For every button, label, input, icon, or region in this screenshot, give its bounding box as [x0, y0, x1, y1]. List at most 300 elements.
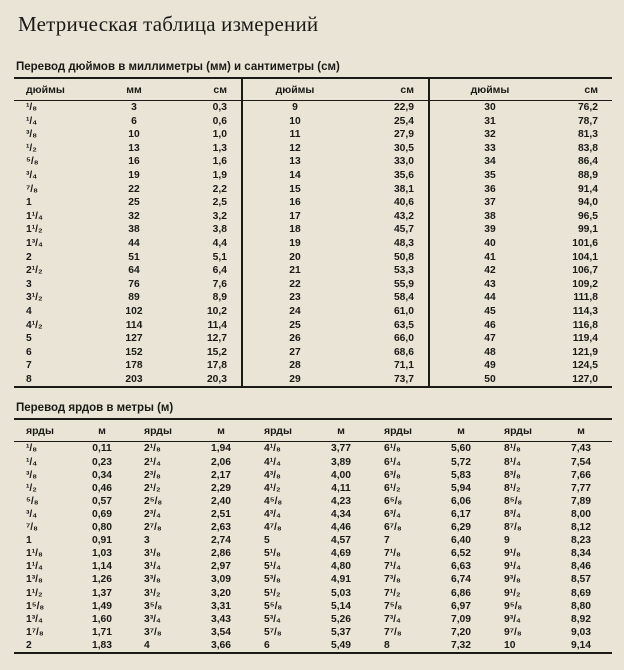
table-cell: 81,3 — [577, 129, 598, 141]
table-cell: 3¹/₂ — [144, 587, 161, 599]
table-cell: 22 — [128, 183, 140, 195]
table-cell: 6,86 — [450, 587, 472, 599]
table-cell: 5³/₈ — [264, 574, 281, 586]
table-cell: ¹/₂ — [26, 482, 37, 494]
table-cell: 8¹/₄ — [504, 456, 521, 468]
table-cell: 9¹/₈ — [504, 548, 521, 560]
table-cell: 10 — [128, 129, 140, 141]
table-cell: 2¹/₂ — [144, 482, 161, 494]
column-header: ярды — [14, 419, 72, 442]
table-cell: 1,94 — [210, 443, 232, 455]
table-cell: 4,11 — [331, 482, 351, 494]
table-row — [14, 305, 612, 319]
table-cell: ¹/₈ — [26, 102, 38, 113]
table-row — [14, 482, 612, 495]
table-row — [14, 495, 612, 508]
table-cell: 0,34 — [91, 469, 113, 481]
table-cell: 7,09 — [450, 613, 472, 625]
table-cell: ¹/₄ — [26, 115, 38, 127]
table-cell: 5¹/₈ — [264, 548, 281, 560]
table-cell: 7,89 — [570, 495, 592, 507]
table-cell: ⁵/₈ — [26, 156, 39, 168]
table-row — [14, 373, 612, 388]
table-cell: 6⁵/₈ — [384, 495, 403, 507]
table-cell: 33,0 — [393, 156, 414, 168]
table-cell: 1,49 — [91, 600, 113, 612]
table-cell: 8³/₄ — [504, 508, 521, 520]
table-cell: 4,69 — [330, 548, 352, 560]
column-header: м — [310, 419, 372, 442]
table-cell: 104,1 — [572, 251, 598, 263]
table-cell: 0,6 — [212, 115, 227, 127]
table-cell: 6³/₈ — [384, 469, 401, 481]
table-cell: 0,69 — [91, 508, 113, 520]
table-cell: 9 — [504, 535, 510, 547]
table-cell: 19 — [242, 237, 347, 251]
table-row — [14, 600, 612, 613]
table-cell: 4,46 — [330, 522, 352, 534]
table-row — [14, 115, 612, 129]
table-cell: 3,31 — [210, 600, 232, 612]
table-cell: 53,3 — [393, 265, 414, 277]
table-cell: 45,7 — [393, 224, 414, 236]
table-cell: 6¹/₄ — [384, 456, 401, 468]
table-cell: 7⁵/₈ — [384, 600, 403, 612]
column-header: ярды — [252, 419, 310, 442]
table-cell: 3,89 — [330, 456, 352, 468]
table-cell: 7¹/₈ — [384, 548, 401, 560]
table-cell: 8,12 — [570, 522, 592, 534]
table-cell: 8,92 — [570, 613, 592, 625]
table-cell: 0,57 — [91, 495, 113, 507]
table-cell: 3,66 — [190, 639, 252, 653]
table-cell: 0,91 — [91, 535, 113, 547]
table-cell: 35 — [429, 169, 550, 183]
table-cell: 76,2 — [577, 102, 598, 113]
table-cell: 3,77 — [330, 443, 352, 455]
table-cell: 4,4 — [212, 237, 227, 249]
table-cell: 5,37 — [330, 626, 352, 638]
table-cell: 58,4 — [393, 292, 414, 304]
table-cell: 8¹/₈ — [504, 443, 521, 455]
table-cell: 4³/₄ — [264, 508, 281, 520]
table-cell: 1⁷/₈ — [26, 626, 44, 638]
column-header: дюймы — [429, 78, 550, 101]
table-cell: 114,3 — [572, 305, 598, 317]
table-cell: 8,23 — [570, 535, 592, 547]
table-cell: ⁷/₈ — [26, 183, 38, 195]
table-cell: 8,57 — [570, 574, 592, 586]
column-header: ярды — [372, 419, 430, 442]
table-cell: 4,34 — [330, 508, 352, 520]
table-row — [14, 508, 612, 521]
table-cell: 127,0 — [550, 373, 612, 388]
table-cell: 44 — [429, 291, 550, 305]
table-row — [14, 101, 612, 115]
table-cell: 11,4 — [207, 319, 227, 331]
table-cell: 6 — [131, 115, 137, 127]
table-cell: 2,2 — [212, 183, 227, 195]
table-cell: 5,14 — [330, 600, 352, 612]
table-cell: 6,17 — [450, 508, 472, 520]
table-cell: 1³/₄ — [26, 237, 43, 249]
table-cell: 40 — [429, 237, 550, 251]
table-cell: ³/₄ — [26, 508, 38, 520]
table-cell: 96,5 — [577, 210, 598, 222]
table-cell: 4,91 — [330, 574, 352, 586]
table-cell: 4,23 — [330, 495, 352, 507]
table-cell: 8,46 — [570, 561, 592, 573]
table-cell: 8,9 — [212, 292, 227, 304]
table-cell: 109,2 — [572, 278, 598, 290]
table-cell: 4,80 — [330, 561, 352, 573]
table-row — [14, 223, 612, 237]
table-cell: 50 — [429, 373, 550, 388]
table-cell: 9,03 — [570, 626, 592, 638]
table-cell: 1,03 — [91, 548, 113, 560]
table-cell: 2¹/₈ — [144, 443, 161, 455]
table-cell: 38 — [429, 210, 550, 224]
table-cell: 9 — [242, 101, 347, 115]
table-cell: 38,1 — [393, 183, 414, 195]
table-cell: 17,8 — [206, 360, 227, 372]
table-cell: 7¹/₂ — [384, 587, 401, 599]
table-cell: 1³/₈ — [26, 574, 43, 586]
table-row — [14, 128, 612, 142]
table-row — [14, 155, 612, 169]
table-cell: 2,74 — [210, 535, 232, 547]
table-cell: 3 — [131, 102, 137, 113]
table-cell: 10 — [242, 115, 347, 129]
table-cell: 6,4 — [212, 265, 227, 277]
table-cell: 32 — [128, 210, 140, 222]
table-cell: 71,1 — [393, 360, 414, 372]
table-cell: 1⁵/₈ — [26, 600, 45, 612]
table-cell: ³/₈ — [26, 469, 38, 481]
table-row — [14, 183, 612, 197]
table-cell: 7,32 — [430, 639, 492, 653]
table-cell: 73,7 — [347, 373, 429, 388]
table-cell: ¹/₈ — [26, 443, 38, 455]
table-row — [14, 456, 612, 469]
column-header: м — [550, 419, 612, 442]
table-cell: 8 — [372, 639, 430, 653]
column-header: мм — [104, 78, 164, 101]
table-cell: 9¹/₄ — [504, 561, 521, 573]
table-cell: 0,11 — [92, 443, 112, 455]
table-cell: 49 — [429, 359, 550, 373]
table-cell: 12 — [242, 142, 347, 156]
table-cell: 1¹/₈ — [26, 548, 43, 560]
table-cell: 42 — [429, 264, 550, 278]
table-cell: 3,20 — [210, 587, 232, 599]
table-cell: 4¹/₈ — [264, 443, 281, 455]
table-row — [14, 251, 612, 265]
table-cell: 4³/₈ — [264, 469, 281, 481]
table-cell: 88,9 — [577, 169, 598, 181]
table-cell: 1,60 — [91, 613, 113, 625]
table-cell: 9⁵/₈ — [504, 600, 523, 612]
table-cell: ⁷/₈ — [26, 522, 38, 534]
column-header: см — [550, 78, 612, 101]
table-cell: 6 — [252, 639, 310, 653]
table-cell: 18 — [242, 223, 347, 237]
table-cell: 83,8 — [577, 142, 598, 154]
table-cell: 2³/₄ — [144, 508, 161, 520]
table-cell: 2⁷/₈ — [144, 522, 162, 534]
table-cell: 37 — [429, 196, 550, 210]
table-cell: 7,77 — [570, 482, 592, 494]
table-cell: 1³/₄ — [26, 613, 43, 625]
table-cell: 50,8 — [393, 251, 414, 263]
table-cell: 0,80 — [91, 522, 113, 534]
table-cell: 27 — [242, 346, 347, 360]
table-cell: 1¹/₂ — [26, 224, 43, 236]
table-cell: 2¹/₄ — [144, 456, 161, 468]
table-cell: 4¹/₂ — [26, 319, 43, 331]
table-cell: 99,1 — [577, 224, 598, 236]
table-row — [14, 169, 612, 183]
table-cell: 2³/₈ — [144, 469, 161, 481]
table-cell: 1,9 — [212, 169, 227, 181]
table-cell: 10 — [492, 639, 550, 653]
table-cell: 1¹/₂ — [26, 587, 43, 599]
table-cell: 46 — [429, 319, 550, 333]
table-cell: 3¹/₂ — [26, 292, 43, 304]
table-cell: 5¹/₂ — [264, 587, 281, 599]
table-row — [14, 573, 612, 586]
table-row — [14, 626, 612, 639]
table-cell: 1¹/₄ — [26, 210, 43, 222]
table-cell: 11 — [242, 128, 347, 142]
column-header: см — [347, 78, 429, 101]
table-cell: 48,3 — [393, 237, 414, 249]
table-cell: 102 — [125, 305, 143, 317]
table-cell: 7 — [26, 360, 32, 372]
table-row — [14, 346, 612, 360]
column-header: дюймы — [14, 78, 104, 101]
table-cell: 8,34 — [570, 548, 592, 560]
table-cell: 25 — [242, 319, 347, 333]
table-row — [14, 319, 612, 333]
yards-table-heading: Перевод ярдов в метры (м) — [16, 402, 174, 415]
table-cell: 43 — [429, 278, 550, 292]
table-cell: 6,97 — [450, 600, 472, 612]
table-cell: 3³/₈ — [144, 574, 161, 586]
table-cell: 6,40 — [450, 535, 472, 547]
table-row — [14, 196, 612, 210]
table-cell: 48 — [429, 346, 550, 360]
table-cell: 5⁵/₈ — [264, 600, 283, 612]
table-cell: 21 — [242, 264, 347, 278]
table-cell: 30 — [429, 101, 550, 115]
table-cell: 10,2 — [206, 305, 227, 317]
table-cell: 3,2 — [212, 210, 227, 222]
table-cell: 38 — [128, 224, 140, 236]
table-cell: 6 — [26, 346, 32, 358]
table-cell: 2,06 — [210, 456, 232, 468]
table-cell: 9³/₈ — [504, 574, 521, 586]
table-cell: 8¹/₂ — [504, 482, 521, 494]
table-cell: 1,3 — [212, 142, 227, 154]
table-cell: 28 — [242, 359, 347, 373]
table-row — [14, 332, 612, 346]
column-header: см — [164, 78, 242, 101]
table-cell: 0,46 — [91, 482, 113, 494]
table-cell: 3¹/₄ — [144, 561, 161, 573]
table-cell: 25,4 — [393, 115, 414, 127]
table-cell: 3⁵/₈ — [144, 600, 163, 612]
table-cell: 16 — [242, 196, 347, 210]
table-cell: 35,6 — [393, 169, 414, 181]
table-cell: 3,54 — [210, 626, 232, 638]
table-cell: 23 — [242, 291, 347, 305]
yards-conversion-table — [14, 418, 612, 654]
table-cell: ¹/₂ — [26, 142, 37, 154]
table-cell: 40,6 — [393, 197, 414, 209]
table-cell: 203 — [104, 373, 164, 388]
table-cell: 20,3 — [164, 373, 242, 388]
table-cell: 68,6 — [393, 346, 414, 358]
table-row — [14, 142, 612, 156]
table-cell: 26 — [242, 332, 347, 346]
table-cell: 2,86 — [210, 548, 232, 560]
table-cell: 36 — [429, 183, 550, 197]
table-cell: 19 — [128, 169, 140, 181]
table-cell: 5,26 — [330, 613, 352, 625]
table-cell: 3,09 — [210, 574, 232, 586]
table-cell: 55,9 — [393, 278, 414, 290]
table-cell: 1,6 — [212, 156, 227, 168]
table-cell: 2 — [14, 639, 72, 653]
table-row — [14, 291, 612, 305]
table-cell: 5 — [264, 535, 270, 547]
table-cell: 4⁵/₈ — [264, 495, 283, 507]
table-row — [14, 278, 612, 292]
table-cell: 44 — [128, 237, 140, 249]
table-row — [14, 210, 612, 224]
table-cell: 12,7 — [206, 333, 227, 345]
table-cell: 1,0 — [212, 129, 227, 141]
table-cell: 101,6 — [572, 237, 598, 249]
table-cell: 63,5 — [393, 319, 414, 331]
table-cell: 119,4 — [572, 333, 598, 345]
table-cell: 6¹/₂ — [384, 482, 401, 494]
table-cell: 17 — [242, 210, 347, 224]
table-cell: 94,0 — [577, 197, 598, 209]
table-cell: 0,23 — [91, 456, 113, 468]
table-cell: 86,4 — [577, 156, 598, 168]
table-cell: 124,5 — [572, 360, 598, 372]
table-cell: 5³/₄ — [264, 613, 281, 625]
table-cell: 43,2 — [393, 210, 414, 222]
table-cell: 1,37 — [91, 587, 113, 599]
table-cell: 7³/₄ — [384, 613, 401, 625]
table-cell: 13 — [128, 142, 140, 154]
table-cell: 5,1 — [212, 251, 227, 263]
column-header: дюймы — [242, 78, 347, 101]
table-cell: 2,51 — [210, 508, 232, 520]
table-cell: 1,14 — [91, 561, 113, 573]
column-header: м — [430, 419, 492, 442]
table-cell: 3,43 — [210, 613, 232, 625]
table-cell: 5¹/₄ — [264, 561, 281, 573]
table-cell: 116,8 — [572, 319, 598, 331]
table-cell: 127 — [125, 333, 143, 345]
table-row — [14, 560, 612, 573]
column-header: м — [190, 419, 252, 442]
table-row — [14, 469, 612, 482]
column-header: ярды — [132, 419, 190, 442]
table-cell: 5,60 — [450, 443, 472, 455]
table-cell: 6,63 — [450, 561, 472, 573]
table-cell: 4¹/₄ — [264, 456, 281, 468]
inches-table-heading: Перевод дюймов в миллиметры (мм) и сантиметры (см) — [16, 61, 340, 73]
table-cell: 5,72 — [450, 456, 472, 468]
table-cell: 1,26 — [91, 574, 113, 586]
table-cell: 7,66 — [570, 469, 592, 481]
table-cell: 6³/₄ — [384, 508, 401, 520]
table-cell: 45 — [429, 305, 550, 319]
table-cell: ¹/₄ — [26, 456, 38, 468]
table-row — [14, 547, 612, 560]
table-row — [14, 264, 612, 278]
table-cell: 9⁷/₈ — [504, 626, 522, 638]
table-cell: 111,8 — [573, 292, 598, 304]
table-cell: 1¹/₄ — [26, 561, 43, 573]
table-cell: 1 — [26, 535, 32, 547]
table-cell: 32 — [429, 128, 550, 142]
table-cell: 2,29 — [210, 482, 232, 494]
table-cell: 27,9 — [393, 129, 414, 141]
table-cell: 78,7 — [577, 115, 598, 127]
table-cell: 5,94 — [450, 482, 472, 494]
table-cell: 6,29 — [450, 522, 472, 534]
table-row — [14, 587, 612, 600]
table-cell: 89 — [128, 292, 140, 304]
table-cell: 5,83 — [450, 469, 472, 481]
table-cell: 4⁷/₈ — [264, 522, 282, 534]
table-cell: 5,49 — [310, 639, 372, 653]
table-cell: 64 — [128, 265, 140, 277]
table-cell: 2,5 — [212, 197, 227, 209]
table-cell: 8 — [14, 373, 104, 388]
table-cell: 4,00 — [330, 469, 352, 481]
table-cell: 6,06 — [450, 495, 472, 507]
table-row — [14, 521, 612, 534]
table-cell: 9,14 — [550, 639, 612, 653]
table-cell: 29 — [242, 373, 347, 388]
table-cell: 3,8 — [212, 224, 227, 236]
table-cell: 3¹/₈ — [144, 548, 161, 560]
table-cell: 7,54 — [570, 456, 592, 468]
table-cell: 76 — [128, 278, 140, 290]
table-cell: 7,20 — [450, 626, 472, 638]
table-cell: 39 — [429, 223, 550, 237]
table-cell: 5⁷/₈ — [264, 626, 282, 638]
table-cell: 2¹/₂ — [26, 265, 43, 277]
column-header: ярды — [492, 419, 550, 442]
table-cell: 7⁷/₈ — [384, 626, 402, 638]
table-cell: 4 — [26, 305, 32, 317]
table-cell: 1,71 — [91, 626, 113, 638]
table-cell: 3 — [26, 278, 32, 290]
table-cell: 4,57 — [330, 535, 352, 547]
table-cell: 41 — [429, 251, 550, 265]
table-cell: 7,43 — [570, 443, 592, 455]
table-cell: 8,80 — [570, 600, 592, 612]
table-cell: 6¹/₈ — [384, 443, 401, 455]
